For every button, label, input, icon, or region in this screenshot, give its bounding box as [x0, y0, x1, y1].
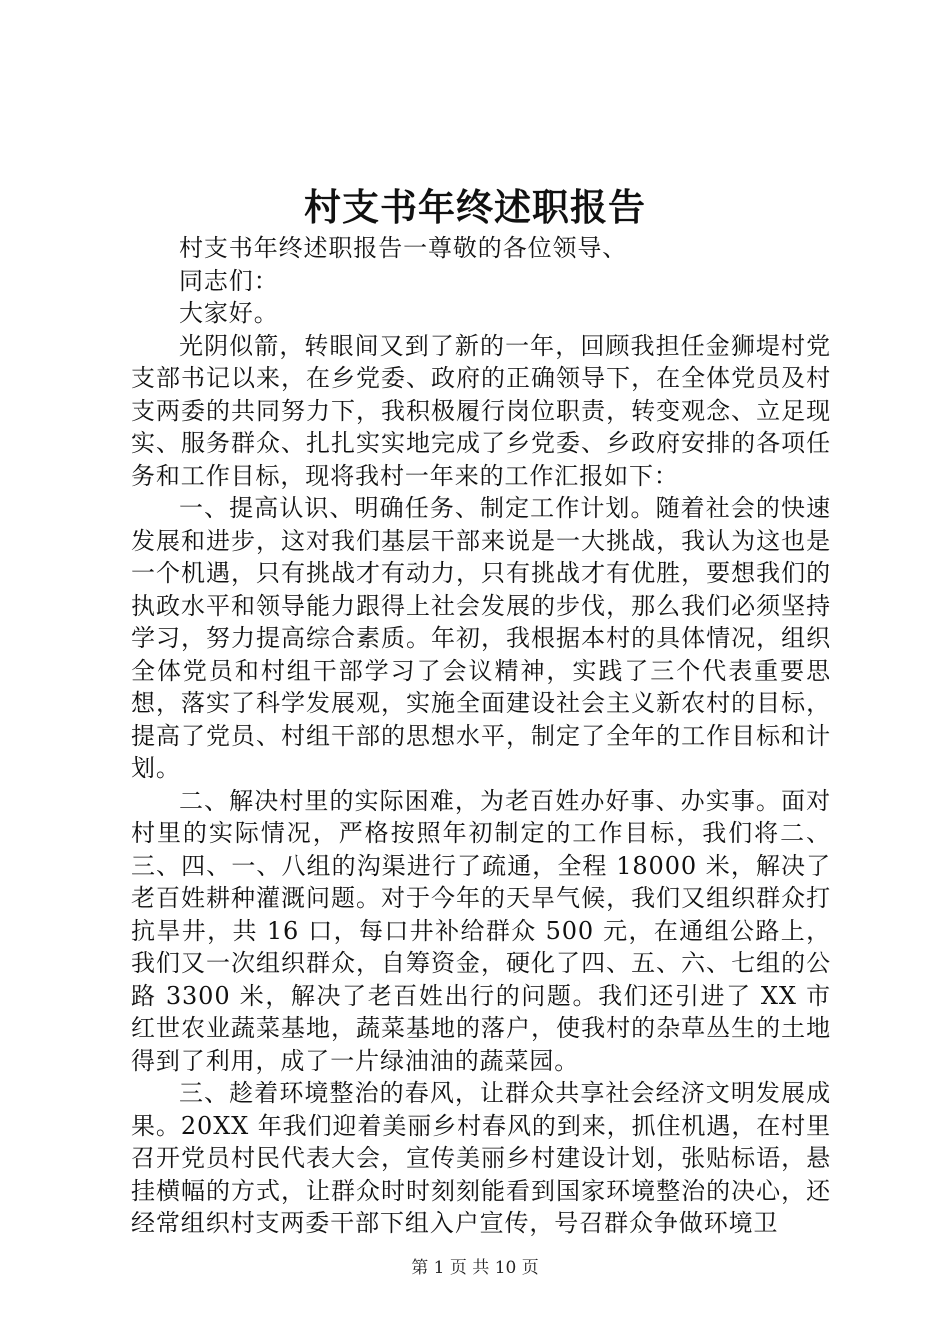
paragraph-section-2: 二、解决村里的实际困难，为老百姓办好事、办实事。面对村里的实际情况，严格按照年初制定的工作目标，我们将二、三、四、一、八组的沟渠进行了疏通，全程 18000 米，解决了老百姓耕种灌溉问题。对于今年的天旱气候，我们又组织群众打抗旱井，共 16 口，每口井补给群众 500 元，在通组公路上，我们又一次组织群众，自筹资金，硬化了四、五、六、七组的公路 3300 米，解决了老百姓出行的问题。我们还引进了 XX 市红世农业蔬菜基地，蔬菜基地的落户，使我村的杂草丛生的土地得到了利用，成了一片绿油油的蔬菜园。 — [131, 786, 831, 1075]
paragraph-salutation-2: 同志们： — [179, 266, 279, 295]
paragraph-greeting: 大家好。 — [179, 299, 279, 327]
document-title: 村支书年终述职报告 — [304, 185, 646, 229]
paragraph-intro: 光阴似箭，转眼间又到了新的一年，回顾我担任金狮堤村党支部书记以来，在乡党委、政府的正确领导下，在全体党员及村支两委的共同努力下，我积极履行岗位职责，转变观念、立足现实、服务群众、扎扎实实地完成了乡党委、乡政府安排的各项任务和工作目标，现将我村一年来的工作汇报如下： — [131, 331, 831, 490]
document-body — [131, 232, 831, 1240]
paragraph-salutation-1: 村支书年终述职报告一尊敬的各位领导、 — [179, 234, 628, 262]
paragraph-section-3: 三、趁着环境整治的春风，让群众共享社会经济文明发展成果。20XX 年我们迎着美丽乡村春风的到来，抓住机遇，在村里召开党员村民代表大会，宣传美丽乡村建设计划，张贴标语，悬挂横幅的方式，让群众时时刻刻能看到国家环境整治的决心，还经常组织村支两委干部下组入户宣传，号召群众争做环境卫 — [131, 1079, 831, 1237]
paragraph-section-1: 一、提高认识、明确任务、制定工作计划。随着社会的快速发展和进步，这对我们基层干部来说是一大挑战，我认为这也是一个机遇，只有挑战才有动力，只有挑战才有优胜，要想我们的执政水平和领导能力跟得上社会发展的步伐，那么我们必须坚持学习，努力提高综合素质。年初，我根据本村的具体情况，组织全体党员和村组干部学习了会议精神，实践了三个代表重要思想，落实了科学发展观，实施全面建设社会主义新农村的目标，提高了党员、村组干部的思想水平，制定了全年的工作目标和计划。 — [131, 494, 831, 782]
page-footer: 第 1 页 共 10 页 — [411, 1258, 539, 1278]
